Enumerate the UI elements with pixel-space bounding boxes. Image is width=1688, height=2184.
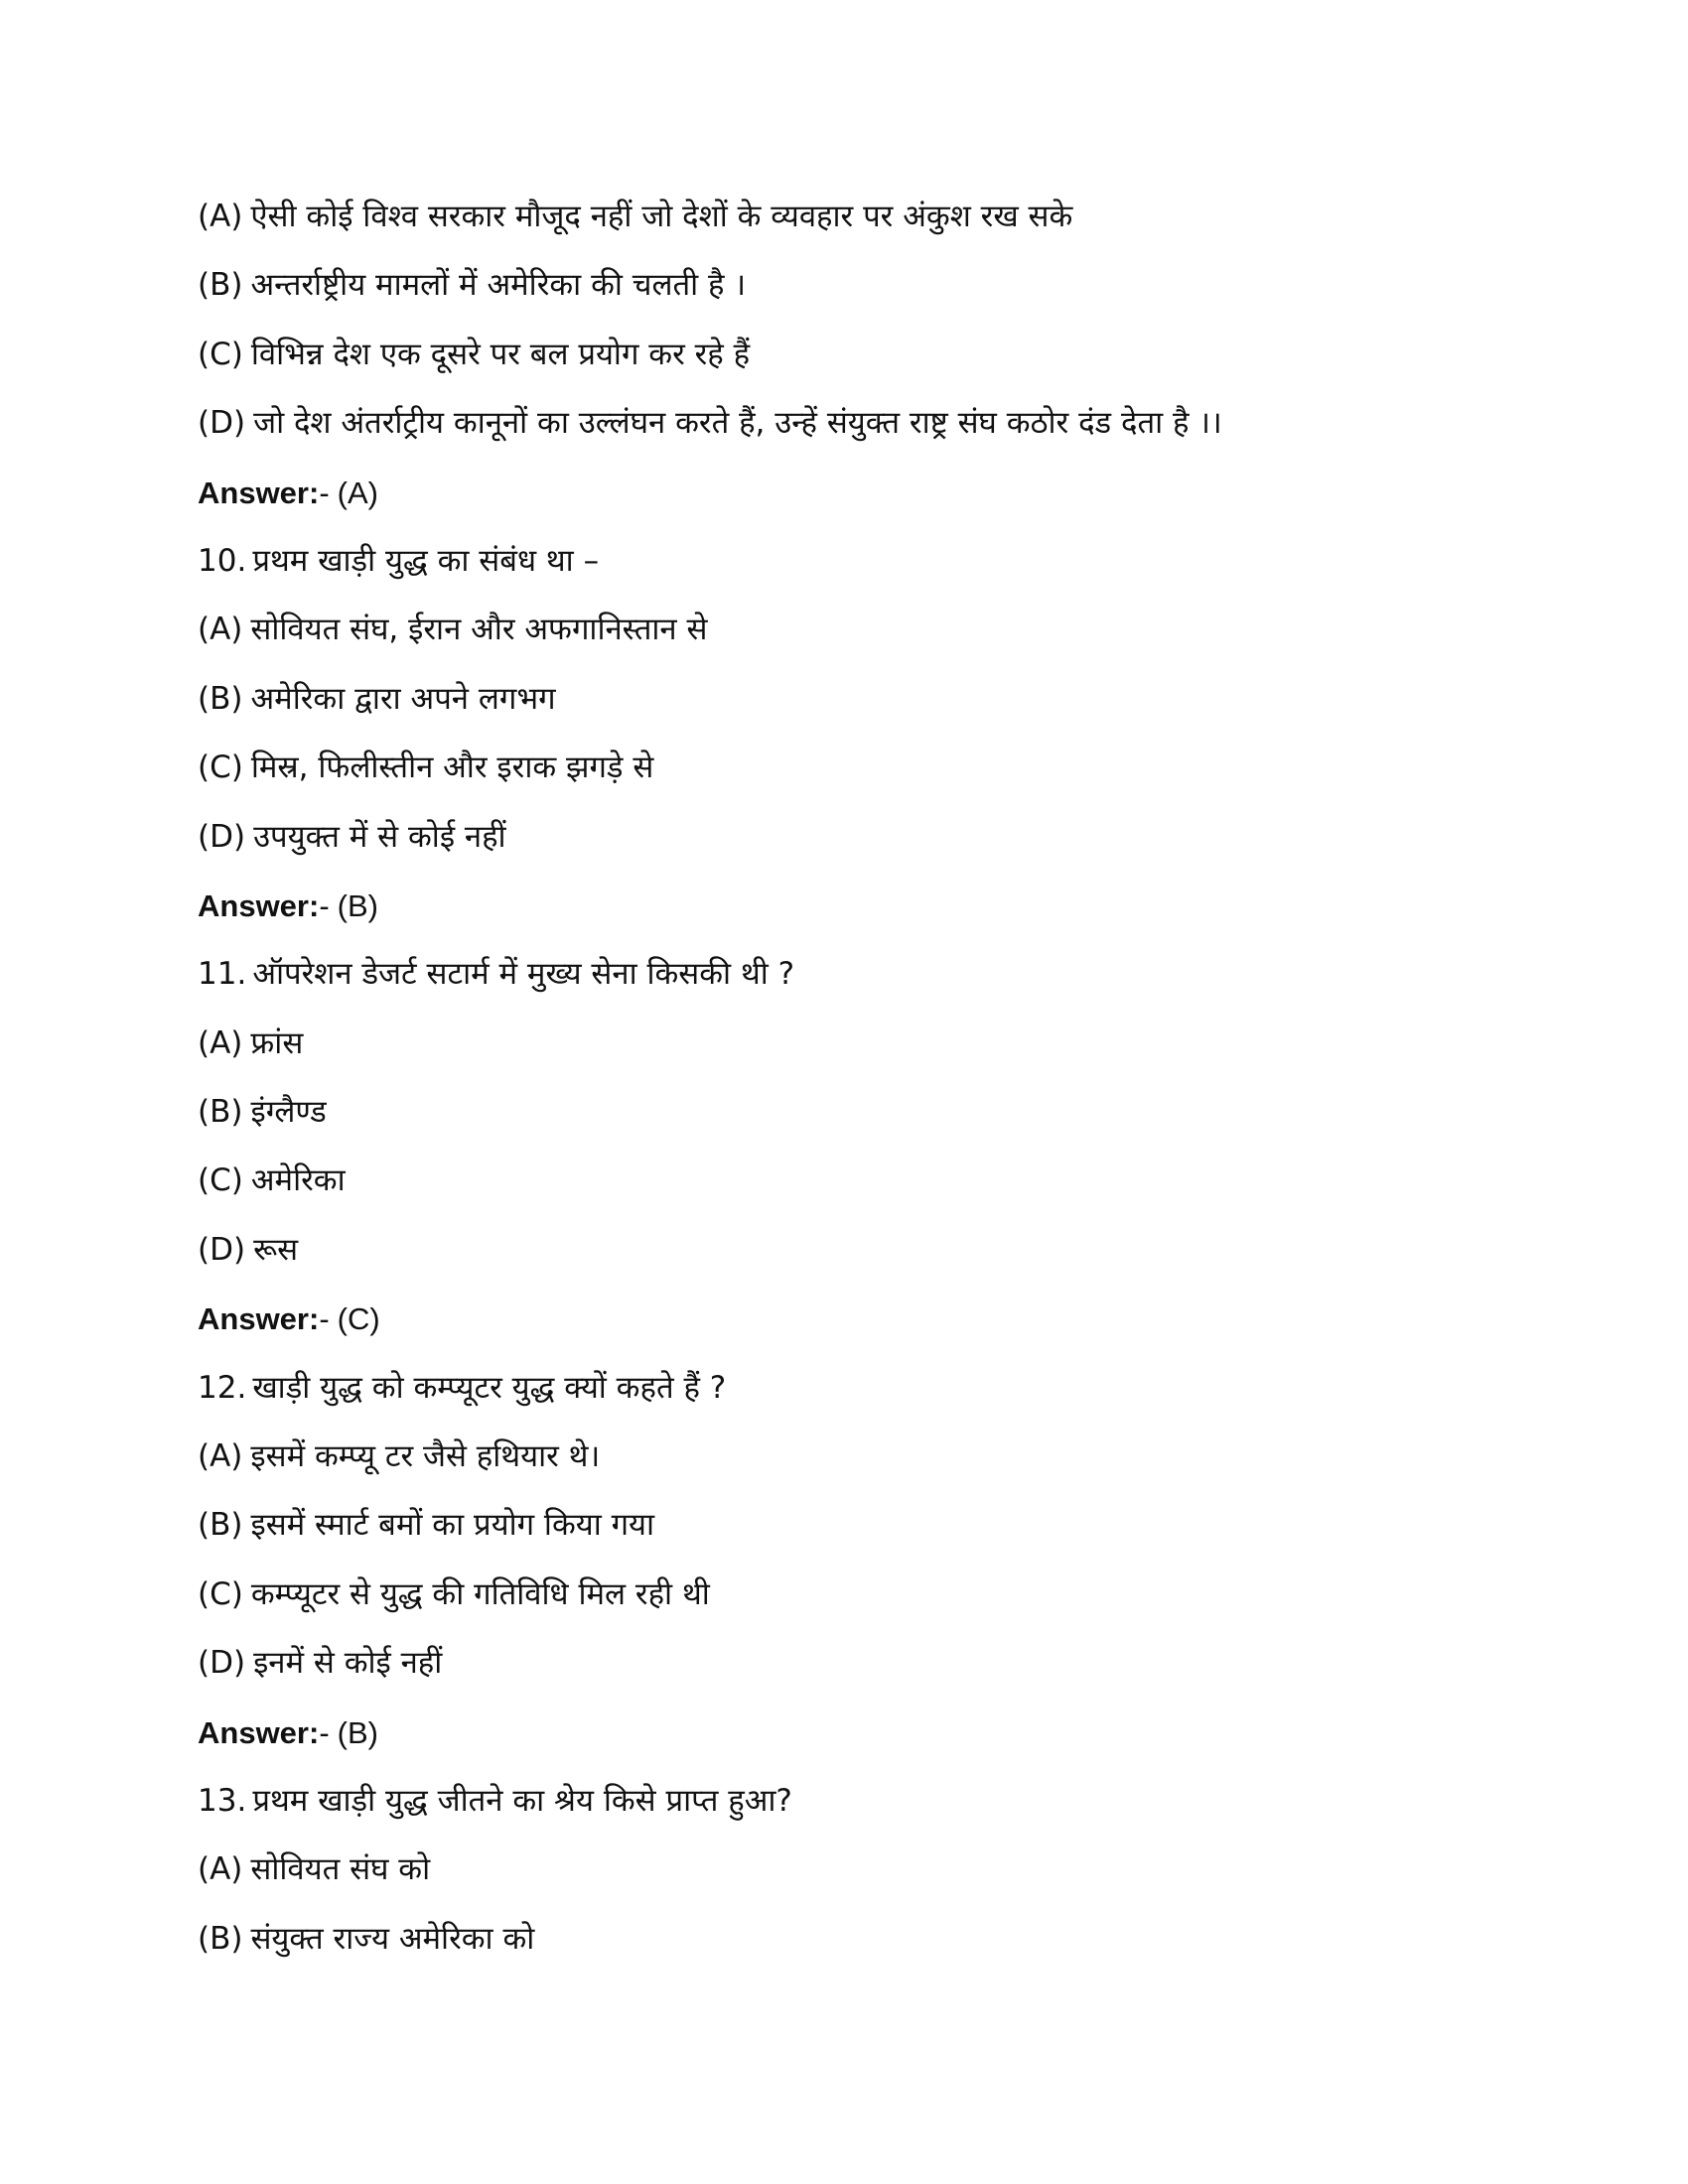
option-c: (C) विभिन्न देश एक दूसरे पर बल प्रयोग कर रहे हैं [198, 336, 751, 372]
option-a: (A) इसमें कम्प्यू टर जैसे हथियार थे। [198, 1438, 601, 1475]
option-d: (D) जो देश अंतर्राट्रीय कानूनों का उल्लंघन करते हैं, उन्हें संयुक्त राष्ट्र संघ कठोर दंड देता है ।। [198, 405, 1222, 442]
option-a: (A) ऐसी कोई विश्व सरकार मौजूद नहीं जो देशों के व्यवहार पर अंकुश रख सके [198, 199, 1073, 234]
answer-label: Answer: [198, 887, 320, 923]
question-12: 12. खाड़ी युद्ध को कम्प्यूटर युद्ध क्यों कहते हैं ? [198, 1369, 727, 1406]
option-d: (D) रूस [198, 1231, 299, 1268]
question-13: 13. प्रथम खाड़ी युद्ध जीतने का श्रेय किसे प्राप्त हुआ? [198, 1782, 792, 1819]
answer-label: Answer: [198, 1714, 320, 1750]
answer-value: (B) [337, 1714, 378, 1750]
option-a: (A) फ्रांस [198, 1024, 304, 1061]
option-b: (B) इसमें स्मार्ट बमों का प्रयोग किया गया [198, 1507, 655, 1544]
option-b: (B) अन्तर्राष्ट्रीय मामलों में अमेरिका की चलती है । [198, 267, 747, 304]
answer-label: Answer: [198, 1301, 320, 1337]
answer-line: Answer:- (B) [198, 887, 378, 923]
option-b: (B) संयुक्त राज्य अमेरिका को [198, 1920, 535, 1957]
question-11: 11. ऑपरेशन डेजर्ट सटार्म में मुख्य सेना किसकी थी ? [198, 956, 795, 993]
answer-value: (C) [337, 1301, 380, 1337]
option-c: (C) मिस्र, फिलीस्तीन और इराक झगड़े से [198, 750, 654, 786]
option-b: (B) इंग्लैण्ड [198, 1094, 327, 1131]
option-c: (C) कम्प्यूटर से युद्ध की गतिविधि मिल रही थी [198, 1575, 710, 1612]
option-d: (D) इनमें से कोई नहीं [198, 1645, 443, 1682]
option-b: (B) अमेरिका द्वारा अपने लगभग [198, 680, 556, 717]
option-a: (A) सोवियत संघ को [198, 1851, 431, 1888]
question-list [198, 183, 1508, 1974]
answer-value: (B) [337, 887, 378, 923]
option-d: (D) उपयुक्त में से कोई नहीं [198, 818, 506, 855]
question-10: 10. प्रथम खाड़ी युद्ध का संबंध था – [198, 542, 600, 579]
answer-line: Answer:- (A) [198, 475, 378, 510]
answer-line: Answer:- (C) [198, 1301, 380, 1337]
answer-value: (A) [337, 475, 378, 510]
answer-line: Answer:- (B) [198, 1714, 378, 1750]
option-a: (A) सोवियत संघ, ईरान और अफगानिस्तान से [198, 612, 708, 648]
answer-label: Answer: [198, 475, 320, 510]
option-c: (C) अमेरिका [198, 1162, 346, 1199]
